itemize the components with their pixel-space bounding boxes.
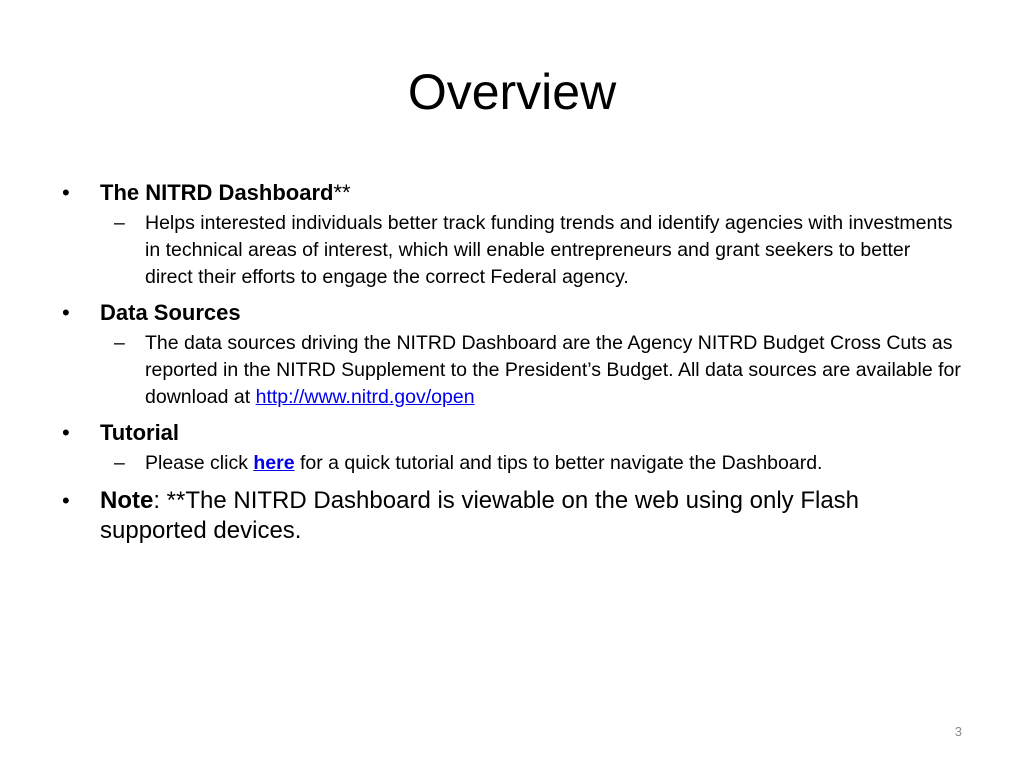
bullet-icon: •: [62, 488, 70, 513]
bullet-note: [62, 486, 962, 546]
bullet-heading: The NITRD Dashboard: [100, 180, 334, 205]
bullet-icon: •: [62, 420, 70, 445]
sub-bullet-text-after: for a quick tutorial and tips to better navigate the Dashboard.: [294, 452, 823, 474]
bullet-nitrd-dashboard: [62, 178, 962, 208]
slide-title: Overview: [407, 64, 617, 120]
open-data-link[interactable]: http://www.nitrd.gov/open: [255, 386, 475, 408]
dash-icon: –: [114, 332, 125, 354]
sub-bullet-tutorial-description: [62, 450, 962, 477]
page-number: 3: [954, 724, 962, 739]
heading-suffix: **: [333, 180, 351, 205]
sub-bullet-dashboard-description: [62, 210, 962, 291]
bullet-icon: •: [62, 300, 70, 325]
note-label: Note: [100, 487, 154, 514]
bullet-icon: •: [62, 180, 70, 205]
sub-bullet-data-sources-description: [62, 330, 962, 411]
bullet-tutorial: [62, 418, 962, 448]
tutorial-here-link[interactable]: here: [253, 452, 295, 474]
dash-icon: –: [114, 452, 125, 474]
sub-bullet-text-before: Please click: [145, 452, 254, 474]
sub-bullet-text: Helps interested individuals better track funding trends and identify agencies with investments in technical areas of interest, which will enable entrepreneurs and grant seekers to better direct their efforts to engage the correct Federal agency.: [145, 212, 953, 288]
bullet-heading: Tutorial: [100, 420, 180, 445]
note-text: : **The NITRD Dashboard is viewable on the web using only Flash supported devices.: [100, 487, 860, 544]
sub-bullet-text: The data sources driving the NITRD Dashboard are the Agency NITRD Budget Cross Cuts as reported in the NITRD Supplement to the President’s Budget. All data sources are available for download at: [145, 332, 961, 408]
bullet-heading: Data Sources: [100, 300, 241, 325]
slide-content: [62, 178, 962, 546]
bullet-data-sources: [62, 298, 962, 328]
dash-icon: –: [114, 212, 125, 234]
